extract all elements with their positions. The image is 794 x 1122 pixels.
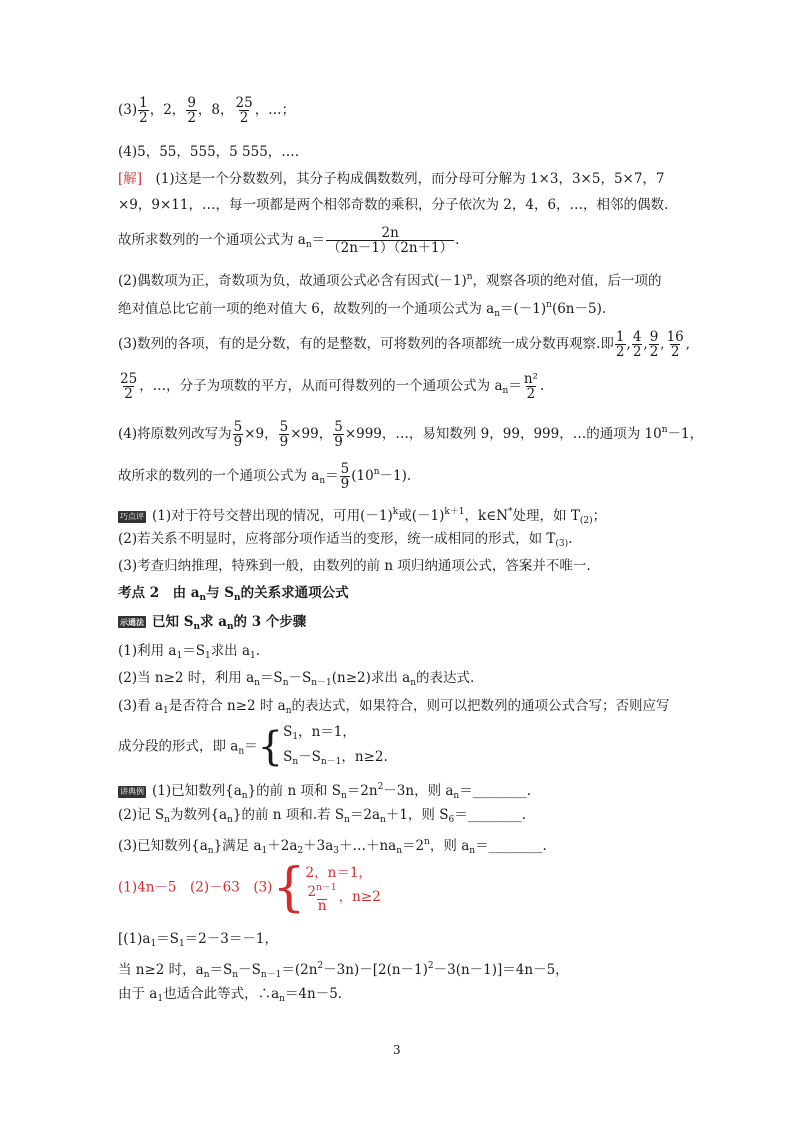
example-q3: (3)已知数列$\{a_n\}$满足 $a_1+2a_2+3a_3+\dots+na_n=2^n$，则 $a_n=\_\_\_\_\_\_\_\_$. [118,837,547,856]
solution-p3-l2: $\frac{25}{2}$ ，…，分子为项数的平方，从而可得数列的一个通项公式为 $a_n=$ $\frac{\text{n²}}{2}$ . [120,371,545,402]
work-l3: 由于 $a_1$也适合此等式，$\therefore a_n=4n-5$. [118,986,343,1004]
comment-l1: 巧点评 (1)对于符号交替出现的情况，可用$(-1)^k$或$(-1)^{k+1}$，k∈N*处理，如 $T_{(2)}$； [120,507,607,526]
fraction: $\frac{5}{9}$ [279,419,289,450]
fraction: $\frac{25}{2}$ [235,95,253,126]
solution-p4-l2: 故所求的数列的一个通项公式为 $a_n=$ $\frac{5}{9}$ $(10^n-1)$. [118,461,412,492]
left-brace-icon: { [272,858,306,918]
example-q1: 讲典例 (1)已知数列$\{a_n\}$的前 n 项和 $S_n=2n^2-3n$，则 $a_n=\_\_\_\_\_\_\_\_$. [120,782,532,801]
fraction: $\frac{2^{n-1}}{n}$ [307,882,337,914]
comment-l2: (2)若关系不明显时，应将部分项作适当的变形，统一成相同的形式，如 $T_{(3)}$. [118,531,573,549]
comment-tag: 巧点评 [120,512,144,521]
solution-p1-l2: ×9，9×11，…，每一项都是两个相邻奇数的乘积，分子依次为 2，4，6，…，相邻的偶数. [118,197,669,213]
page-number: 3 [393,1043,401,1057]
example-tag: 讲典例 [120,787,144,796]
work-l1: [$(1)a_1=S_1=2-3=-1$， [118,931,278,949]
piecewise-cases: $S_1$，n＝1， $S_n-S_{n-1}$，n≥2. [283,724,388,767]
step-1: (1)利用 $a_1=S_1$求出 $a_1$. [118,643,261,661]
solution-p1-l1: [解] (1)这是一个分数数列，其分子构成偶数数列，而分母可分解为 1×3，3×5，5×7，7 [118,171,665,187]
solution-p1-l3: 故所求数列的一个通项公式为 $a_n=$ $\frac{2n}{(2n-1)(2n+1)}$ . [118,225,460,256]
solution-p2-l1: (2)偶数项为正，奇数项为负，故通项公式必含有因式$(-1)^n$，观察各项的绝对值，后一项的 [118,272,662,289]
work-l2: 当 n≥2 时，$a_n=S_n-S_{n-1}=(2n^2-3n)-[2(n-1)^2-3(n-1)]=4n-5$， [118,961,569,980]
section-heading: 考点 2 由 $a_n$与 $S_n$的关系求通项公式 [118,585,349,603]
fraction: $\frac{5}{9}$ [340,461,350,492]
item-3: (3) $\frac{1}{2}$ ，2， $\frac{9}{2}$ ，8， $\frac{25}{2}$ ，…； [118,95,296,126]
fraction: $\frac{5}{9}$ [233,419,243,450]
method-tag: 示通法 [120,617,144,627]
step-3-l2: 成分段的形式，即 $a_n=${ $S_1$，n＝1， $S_n-S_{n-1}$，n≥2. [118,724,388,770]
fraction: $\frac{9}{2}$ [649,329,659,360]
fraction: $\frac{25}{2}$ [120,371,138,402]
solution-tag: [解] [118,171,143,187]
answer: (1)4n－5 (2)－63 (3){ 2，n＝1， $\frac{2^{n-1}}{n}$ ，n≥2 [118,858,381,918]
solution-p3-l1: (3)数列的各项，有的是分数，有的是整数，可将数列的各项都统一成分数再观察.即 $\frac{1}{2}$ , $\frac{4}{2}$ , $\frac{9}{2}$ , $\frac{16}{2}$ , [118,329,691,360]
example-q2: (2)记 $S_n$为数列$\{a_n\}$的前 n 项和.若 $S_n=2a_n+1$，则 $S_6=\_\_\_\_\_\_\_\_$. [118,807,527,825]
fraction: $\frac{1}{2}$ [615,329,625,360]
fraction: $\frac{\text{n²}}{2}$ [523,371,538,402]
fraction: $\frac{1}{2}$ [139,95,148,126]
left-brace-icon: { [257,724,284,770]
fraction: $\frac{5}{9}$ [334,419,343,450]
answer-cases: 2，n＝1， $\frac{2^{n-1}}{n}$ ，n≥2 [305,864,381,914]
fraction: $\frac{9}{2}$ [187,95,196,126]
fraction: $\frac{16}{2}$ [666,329,684,360]
solution-p4-l1: (4)将原数列改写为 $\frac{5}{9}$ ×9， $\frac{5}{9}$ ×99， $\frac{5}{9}$ ×999，…，易知数列 9，99，999，…的通项为 $10^n-1$， [118,419,704,450]
comment-l3: (3)考查归纳推理，特殊到一般，由数列的前 n 项归纳通项公式，答案并不唯一. [118,558,591,574]
fraction: $\frac{4}{2}$ [632,329,642,360]
step-2: (2)当 n≥2 时，利用 $a_n=S_n-S_{n-1}(n\ge 2)$求出 $a_n$的表达式. [118,670,475,688]
item-4: (4)5，55，555，5 555，…. [118,144,300,160]
step-3-l1: (3)看 $a_1$是否符合 n≥2 时 $a_n$的表达式，如果符合，则可以把数列的通项公式合写；否则应写 [118,698,670,716]
solution-p2-l2: 绝对值总比它前一项的绝对值大 6，故数列的一个通项公式为 $a_n=(-1)^n(6n-5)$. [118,300,607,319]
fraction: $\frac{2n}{(2n-1)(2n+1)}$ [327,225,454,256]
subsection-heading: 示通法 已知 $S_n$求 $a_n$的 3 个步骤 [120,614,307,632]
